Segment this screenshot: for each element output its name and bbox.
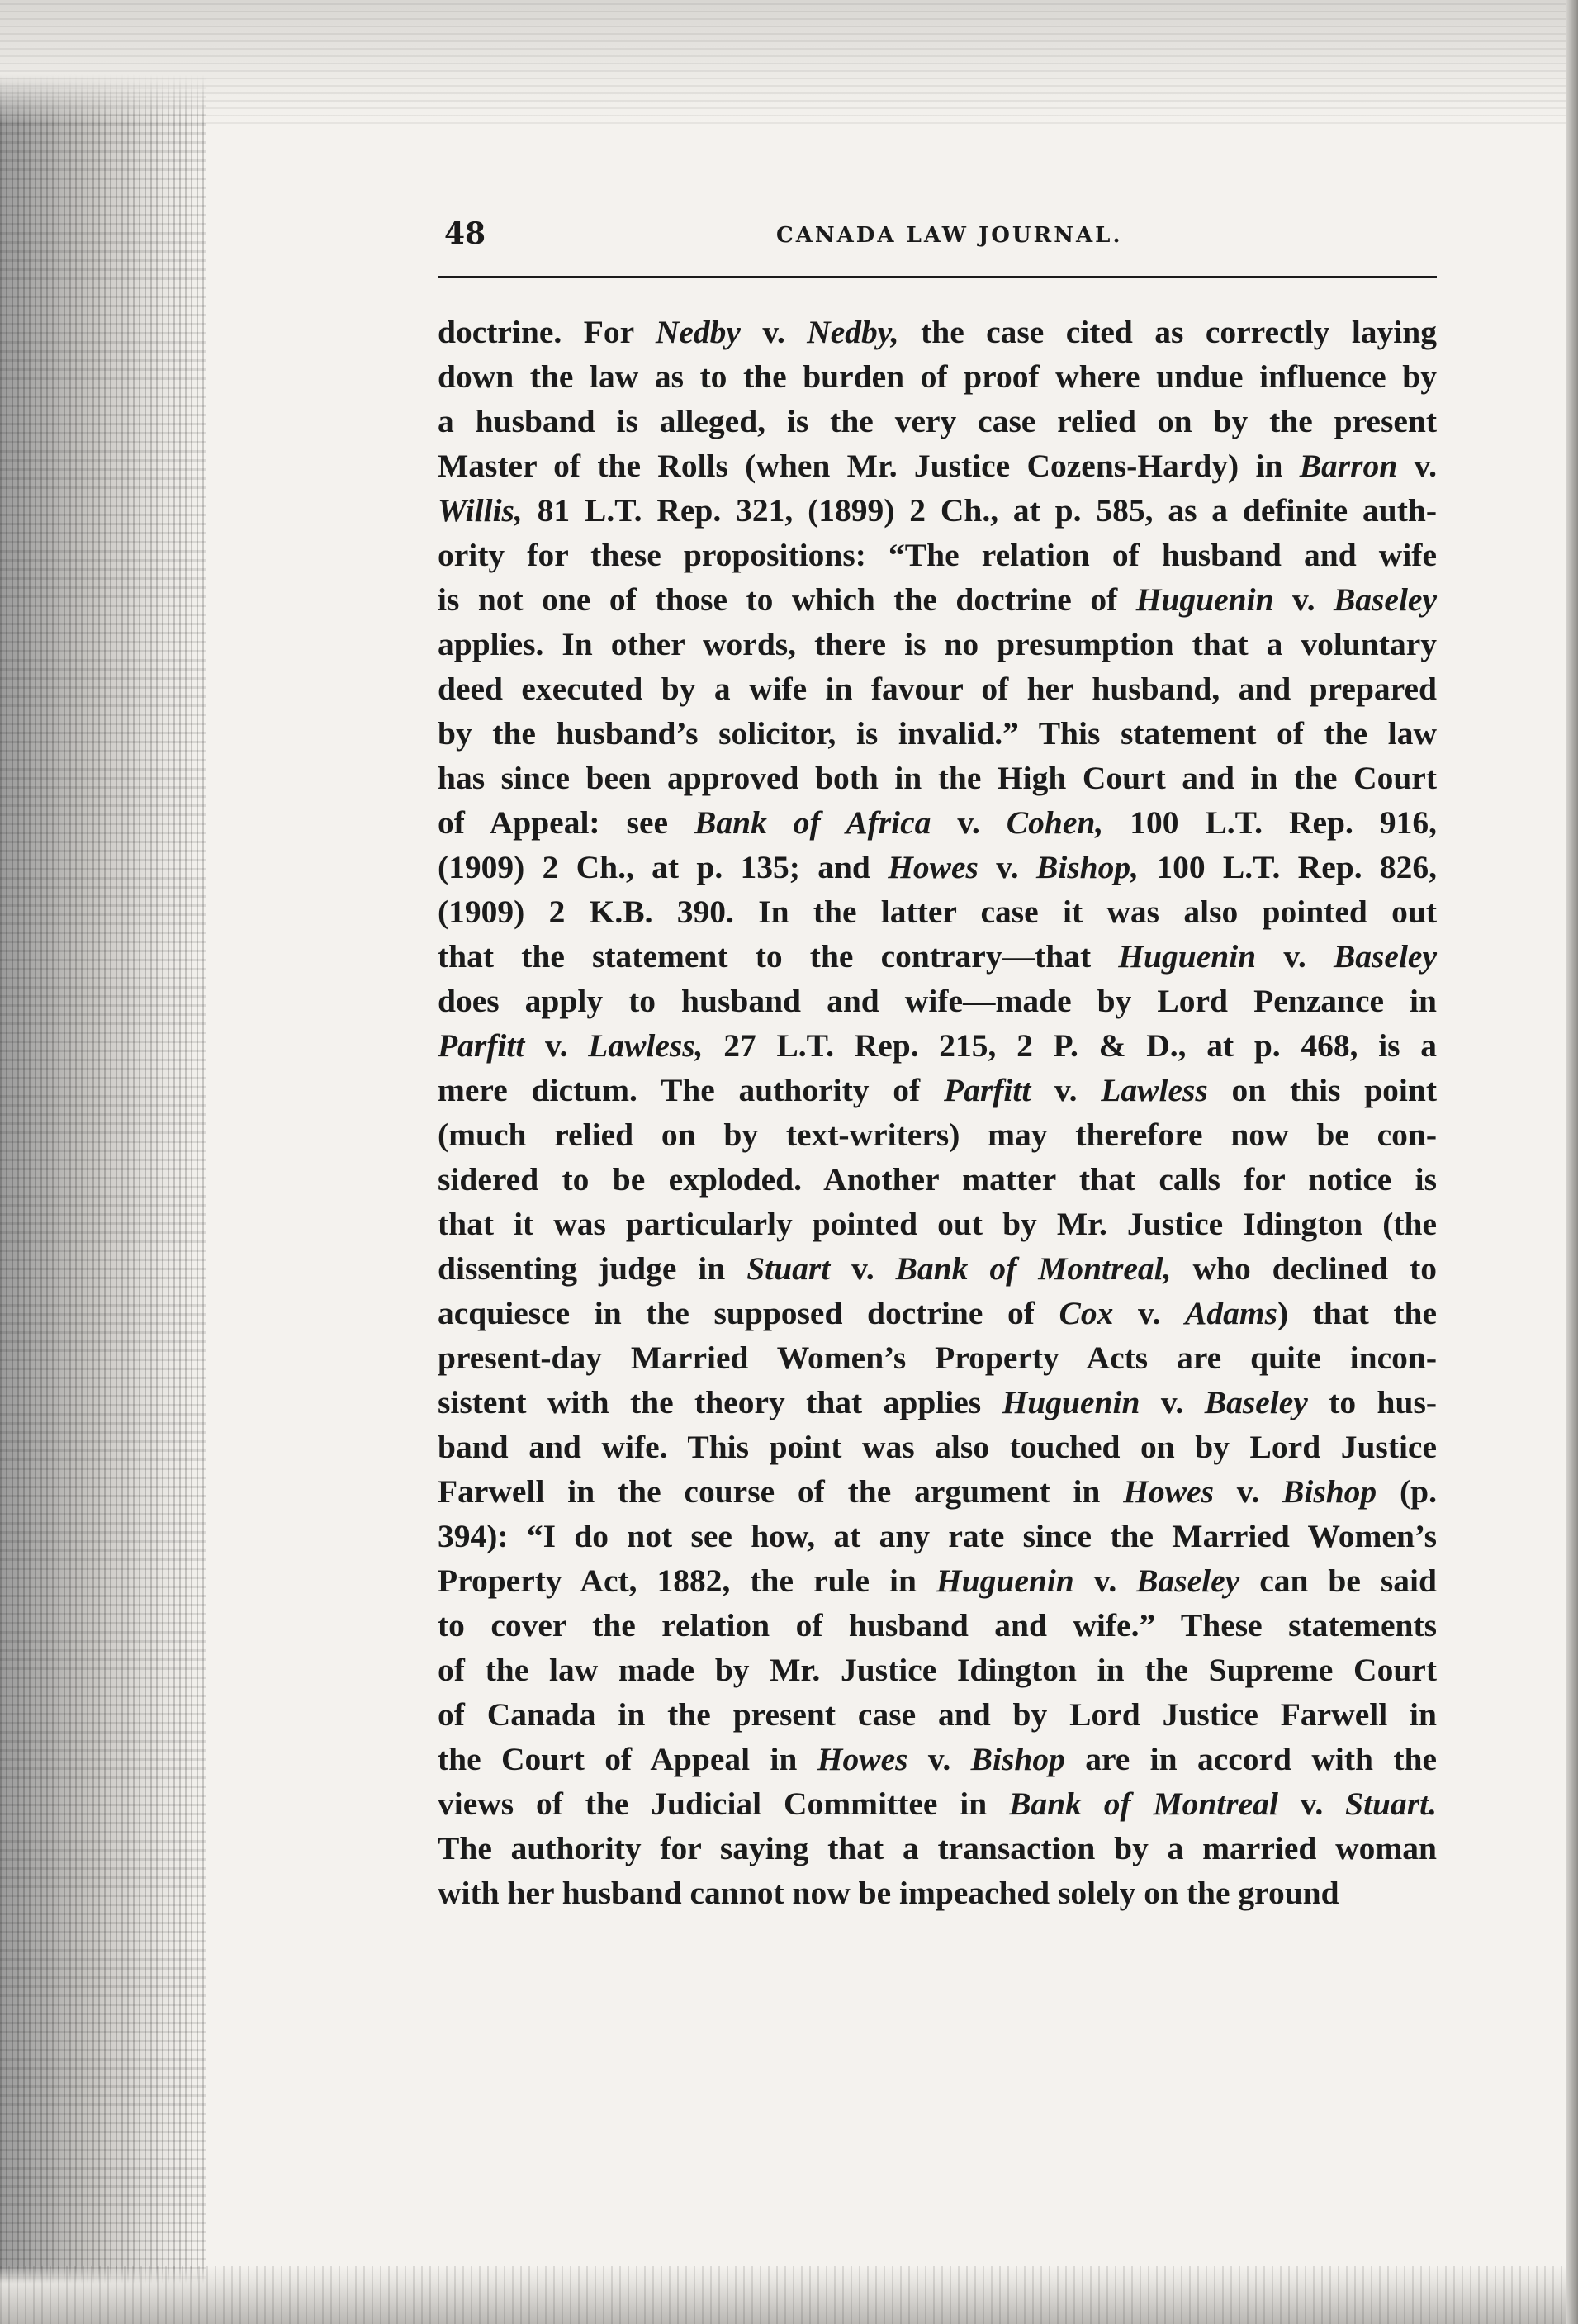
- text-run: v.: [1277, 1786, 1346, 1822]
- text-line: [438, 488, 1437, 533]
- case-name-italic: Bishop: [970, 1741, 1065, 1777]
- text-line: [438, 845, 1437, 889]
- text-run: (1909) 2 K.B. 390. In the latter case it was also pointed out: [438, 894, 1437, 930]
- text-line: [438, 1737, 1437, 1781]
- text-line: [438, 1692, 1437, 1737]
- text-line: [438, 533, 1437, 577]
- text-line: [438, 443, 1437, 488]
- text-run: can be said: [1239, 1563, 1437, 1599]
- text-line: [438, 1157, 1437, 1202]
- case-name-italic: Stuart: [746, 1250, 831, 1287]
- text-run: deed executed by a wife in favour of her husband, and prepared: [438, 671, 1437, 707]
- text-line: [438, 1781, 1437, 1826]
- case-name-italic: Barron: [1299, 448, 1398, 484]
- text-line: [438, 1068, 1437, 1112]
- case-name-italic: Lawless,: [588, 1027, 704, 1064]
- text-run: v.: [931, 804, 1007, 841]
- page-bottom-edge: [0, 2266, 1578, 2324]
- text-line: [438, 1023, 1437, 1068]
- text-run: the case cited as correctly laying: [898, 314, 1437, 350]
- text-run: ) that the: [1277, 1295, 1438, 1331]
- text-run: that the statement to the contrary—that: [438, 938, 1119, 975]
- text-run: Master of the Rolls (when Mr. Justice Cozens-Hardy) in: [438, 448, 1300, 484]
- text-run: 394): “I do not see how, at any rate since the Married Women’s: [438, 1518, 1437, 1554]
- text-line: [438, 1246, 1437, 1291]
- text-line: [438, 622, 1437, 666]
- text-run: ority for these propositions: “The relation of husband and wife: [438, 537, 1437, 573]
- case-name-italic: Adams: [1185, 1295, 1277, 1331]
- text-line: [438, 1603, 1437, 1648]
- text-run: Property Act, 1882, the rule in: [438, 1563, 936, 1599]
- case-name-italic: Baseley: [1204, 1384, 1308, 1420]
- text-run: v.: [1213, 1473, 1283, 1510]
- text-line: [438, 1871, 1437, 1915]
- text-run: acquiesce in the supposed doctrine of: [438, 1295, 1059, 1331]
- text-line: [438, 1202, 1437, 1246]
- case-name-italic: Lawless: [1101, 1072, 1208, 1108]
- text-run: the Court of Appeal in: [438, 1741, 817, 1777]
- text-run: v.: [1140, 1384, 1205, 1420]
- text-run: sidered to be exploded. Another matter that calls for notice is: [438, 1161, 1437, 1198]
- case-name-italic: Baseley: [1136, 1563, 1240, 1599]
- text-run: a husband is alleged, is the very case relied on by the present: [438, 403, 1437, 439]
- case-name-italic: Bishop,: [1035, 849, 1140, 885]
- text-run: doctrine. For: [438, 314, 656, 350]
- text-line: [438, 577, 1437, 622]
- text-run: (1909) 2 Ch., at p. 135; and: [438, 849, 889, 885]
- text-run: to cover the relation of husband and wife.” These statements: [438, 1607, 1437, 1643]
- text-run: v.: [524, 1027, 589, 1064]
- binding-edge: [0, 0, 206, 2324]
- text-run: has since been approved both in the High Court and in the Court: [438, 760, 1437, 796]
- case-name-italic: Parfitt: [438, 1027, 525, 1064]
- case-name-italic: Baseley: [1333, 581, 1437, 618]
- text-run: present-day Married Women’s Property Acts are quite incon-: [438, 1340, 1437, 1376]
- journal-page: [438, 216, 1437, 1915]
- text-run: band and wife. This point was also touched on by Lord Justice: [438, 1429, 1437, 1465]
- text-run: v.: [1273, 581, 1334, 618]
- case-name-italic: Huguenin: [936, 1563, 1074, 1599]
- text-run: of Canada in the present case and by Lord Justice Farwell in: [438, 1696, 1437, 1733]
- text-run: 81 L.T. Rep. 321, (1899) 2 Ch., at p. 585, as a definite auth-: [522, 492, 1437, 529]
- case-name-italic: Huguenin: [1135, 581, 1274, 618]
- case-name-italic: Nedby: [655, 314, 741, 350]
- text-run: v.: [978, 849, 1036, 885]
- text-run: v.: [740, 314, 808, 350]
- case-name-italic: Willis,: [438, 492, 523, 529]
- text-line: [438, 934, 1437, 979]
- text-run: applies. In other words, there is no presumption that a voluntary: [438, 626, 1437, 662]
- page-right-edge: [1566, 0, 1578, 2324]
- text-line: [438, 889, 1437, 934]
- case-name-italic: Bank of Africa: [694, 804, 931, 841]
- case-name-italic: Nedby,: [807, 314, 899, 350]
- text-run: of Appeal: see: [438, 804, 694, 841]
- text-run: v.: [1256, 938, 1334, 975]
- text-line: [438, 1558, 1437, 1603]
- text-run: v.: [1073, 1563, 1137, 1599]
- case-name-italic: Baseley: [1333, 938, 1437, 975]
- text-run: to hus-: [1307, 1384, 1437, 1420]
- header-rule: [438, 276, 1437, 278]
- text-run: on this point: [1207, 1072, 1437, 1108]
- case-name-italic: Bank of Montreal: [1009, 1786, 1278, 1822]
- text-run: with her husband cannot now be impeached solely on the ground: [438, 1875, 1339, 1911]
- text-line: [438, 1291, 1437, 1335]
- text-run: v.: [1397, 448, 1437, 484]
- text-run: views of the Judicial Committee in: [438, 1786, 1010, 1822]
- text-line: [438, 1380, 1437, 1425]
- case-name-italic: Bank of Montreal,: [895, 1250, 1172, 1287]
- text-run: who declined to: [1171, 1250, 1437, 1287]
- case-name-italic: Stuart.: [1345, 1786, 1437, 1822]
- case-name-italic: Parfitt: [943, 1072, 1031, 1108]
- text-line: [438, 756, 1437, 800]
- text-run: v.: [1031, 1072, 1102, 1108]
- text-line: [438, 1648, 1437, 1692]
- page-number: 48: [444, 216, 486, 251]
- body-text: [438, 310, 1437, 1915]
- text-run: sistent with the theory that applies: [438, 1384, 1002, 1420]
- text-run: down the law as to the burden of proof where undue influence by: [438, 358, 1437, 395]
- text-line: [438, 1514, 1437, 1558]
- text-line: [438, 711, 1437, 756]
- text-line: [438, 399, 1437, 443]
- text-run: v.: [1113, 1295, 1186, 1331]
- text-run: 100 L.T. Rep. 916,: [1103, 804, 1437, 841]
- case-name-italic: Howes: [888, 849, 979, 885]
- case-name-italic: Huguenin: [1118, 938, 1257, 975]
- text-line: [438, 666, 1437, 711]
- text-line: [438, 979, 1437, 1023]
- text-run: v.: [907, 1741, 971, 1777]
- journal-title: CANADA LAW JOURNAL.: [776, 223, 1123, 248]
- text-line: [438, 1335, 1437, 1380]
- text-run: mere dictum. The authority of: [438, 1072, 944, 1108]
- text-run: is not one of those to which the doctrine of: [438, 581, 1136, 618]
- case-name-italic: Huguenin: [1002, 1384, 1140, 1420]
- text-line: [438, 800, 1437, 845]
- text-run: (p.: [1377, 1473, 1437, 1510]
- text-run: by the husband’s solicitor, is invalid.” This statement of the law: [438, 715, 1437, 752]
- text-run: The authority for saying that a transaction by a married woman: [438, 1830, 1437, 1866]
- text-run: (much relied on by text-writers) may therefore now be con-: [438, 1117, 1437, 1153]
- text-run: of the law made by Mr. Justice Idington in the Supreme Court: [438, 1652, 1437, 1688]
- text-run: dissenting judge in: [438, 1250, 747, 1287]
- text-run: Farwell in the course of the argument in: [438, 1473, 1124, 1510]
- text-line: [438, 1826, 1437, 1871]
- text-line: [438, 1469, 1437, 1514]
- text-run: that it was particularly pointed out by Mr. Justice Idington (the: [438, 1206, 1437, 1242]
- text-line: [438, 310, 1437, 354]
- text-run: are in accord with the: [1064, 1741, 1438, 1777]
- case-name-italic: Bishop: [1282, 1473, 1377, 1510]
- text-run: does apply to husband and wife—made by Lord Penzance in: [438, 983, 1437, 1019]
- text-line: [438, 1112, 1437, 1157]
- case-name-italic: Howes: [817, 1741, 908, 1777]
- text-line: [438, 1425, 1437, 1469]
- text-run: 27 L.T. Rep. 215, 2 P. & D., at p. 468, is a: [703, 1027, 1437, 1064]
- case-name-italic: Cohen,: [1006, 804, 1104, 841]
- text-run: 100 L.T. Rep. 826,: [1139, 849, 1437, 885]
- case-name-italic: Cox: [1059, 1295, 1114, 1331]
- text-line: [438, 354, 1437, 399]
- page-top-edge: [0, 0, 1578, 124]
- text-run: v.: [830, 1250, 896, 1287]
- case-name-italic: Howes: [1123, 1473, 1214, 1510]
- running-head: [438, 216, 1437, 258]
